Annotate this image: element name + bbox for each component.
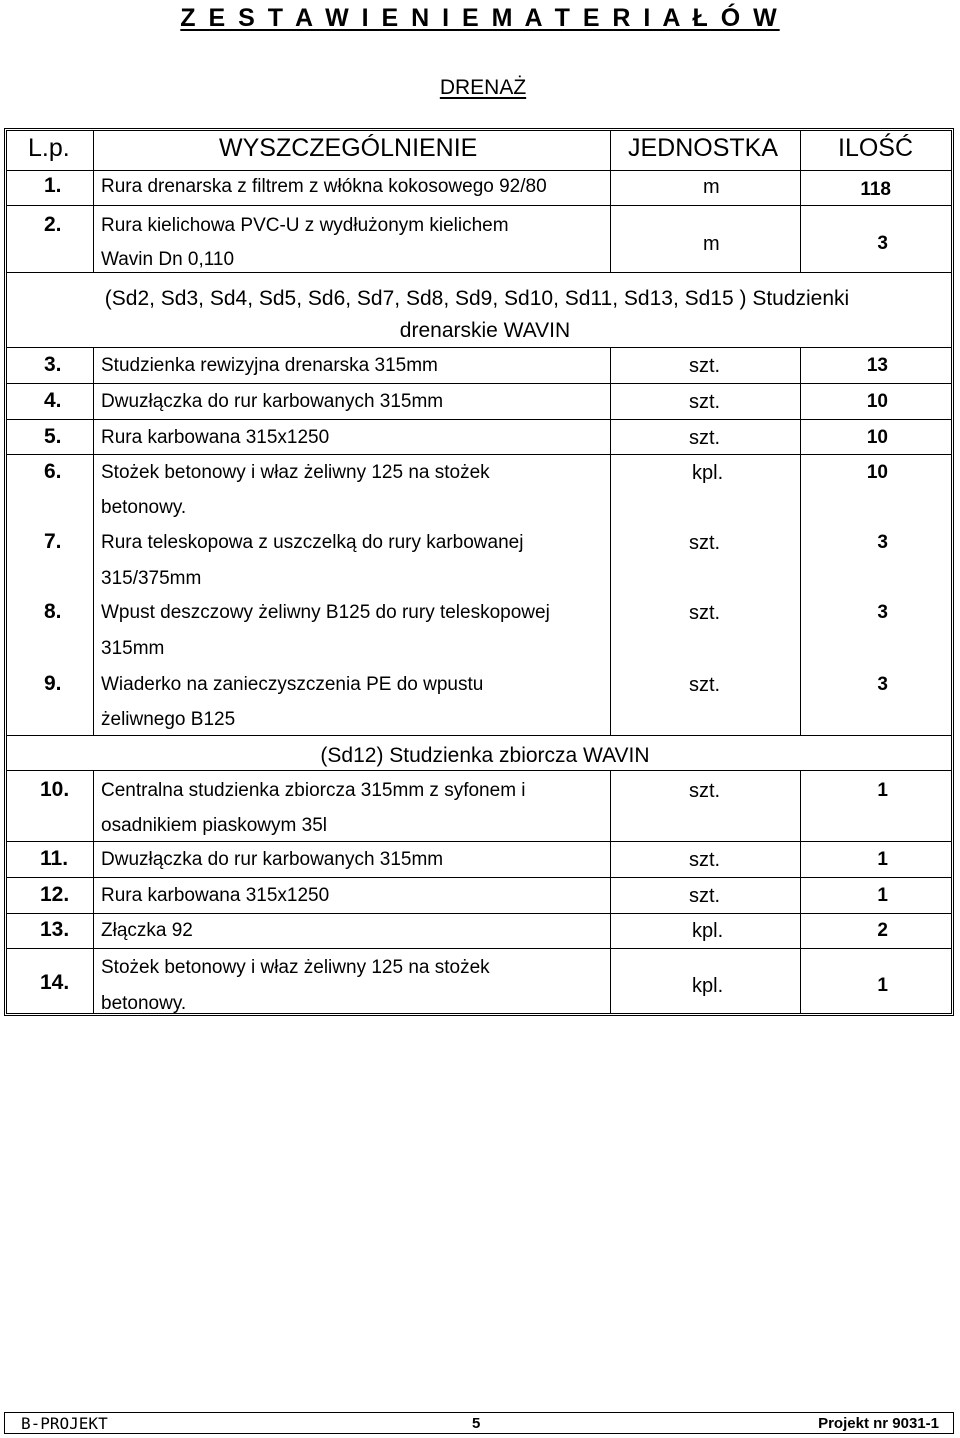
row-number: 1. [44,174,62,197]
table-column-rule [800,347,801,735]
footer-page-number: 5 [472,1415,481,1432]
table-rule [7,877,951,878]
row-number: 10. [40,778,70,801]
row-description: Studzienka rewizyjna drenarska 315mm [101,355,438,376]
row-description-cont: betonowy. [101,497,187,518]
footer-company: B-PROJEKT [21,1414,108,1433]
row-quantity: 3 [877,532,888,553]
row-number: 5. [44,425,62,448]
row-number: 2. [44,213,62,236]
table-rule [7,948,951,949]
row-description-cont: żeliwnego B125 [101,709,236,730]
row-quantity: 3 [877,602,888,623]
table-column-rule [610,770,611,1013]
row-description: Dwuzłączka do rur karbowanych 315mm [101,849,444,870]
row-quantity: 2 [877,920,888,941]
header-description: WYSZCZEGÓLNIENIE [219,134,478,162]
row-unit: szt. [689,849,721,871]
row-unit: m [703,233,720,255]
table-rule [7,347,951,348]
row-unit: szt. [689,355,721,377]
row-quantity: 3 [877,233,888,254]
document-title: Z E S T A W I E N I E M A T E R I A Ł Ó W [180,4,780,32]
table-rule [7,913,951,914]
row-description-cont: osadnikiem piaskowym 35l [101,815,327,836]
row-unit: kpl. [692,462,724,484]
row-number: 12. [40,883,70,906]
header-unit: JEDNOSTKA [628,134,779,162]
row-number: 8. [44,600,62,623]
row-description: Rura karbowana 315x1250 [101,885,330,906]
row-quantity: 10 [866,427,888,448]
row-description: Centralna studzienka zbiorcza 315mm z syfonem i [101,780,526,801]
table-rule [7,383,951,384]
header-lp: L.p. [28,134,70,162]
row-quantity: 1 [877,885,888,906]
row-description-cont: 315/375mm [101,568,202,589]
table-rule [7,272,951,273]
row-description: Rura drenarska z filtrem z włókna kokosowego 92/80 [101,176,547,197]
row-number: 13. [40,918,70,941]
row-number: 14. [40,971,70,994]
table-rule [7,770,951,771]
row-description: Stożek betonowy i właz żeliwny 125 na stożek [101,957,490,978]
row-description-cont: Wavin Dn 0,110 [101,249,235,270]
row-quantity: 13 [866,355,888,376]
table-column-rule [93,347,94,735]
table-column-rule [610,347,611,735]
row-unit: szt. [689,532,721,554]
row-unit: szt. [689,780,721,802]
row-description: Rura karbowana 315x1250 [101,427,330,448]
row-quantity: 10 [866,462,888,483]
table-column-rule [800,131,801,272]
header-quantity: ILOŚĆ [838,134,914,162]
table-column-rule [93,770,94,1013]
table-rule [7,205,951,206]
table-rule [7,170,951,171]
row-unit: kpl. [692,975,724,997]
row-description: Stożek betonowy i właz żeliwny 125 na stożek [101,462,490,483]
row-quantity: 3 [877,674,888,695]
row-unit: szt. [689,602,721,624]
table-rule [7,841,951,842]
row-number: 9. [44,672,62,695]
table-rule [7,454,951,455]
row-quantity: 1 [877,849,888,870]
row-unit: szt. [689,391,721,413]
row-description: Wpust deszczowy żeliwny B125 do rury teleskopowej [101,602,550,623]
row-description: Dwuzłączka do rur karbowanych 315mm [101,391,444,412]
materials-table [4,128,954,1016]
row-number: 6. [44,460,62,483]
table-rule [7,419,951,420]
row-unit: szt. [689,885,721,907]
row-quantity: 118 [860,179,891,200]
row-description: Rura teleskopowa z uszczelką do rury karbowanej [101,532,524,553]
row-unit: kpl. [692,920,724,942]
section-heading-drenaz: DRENAŻ [439,76,527,99]
row-quantity: 1 [877,975,888,996]
row-quantity: 10 [866,391,888,412]
row-number: 4. [44,389,62,412]
row-unit: szt. [689,427,721,449]
row-number: 11. [40,847,69,870]
row-description-cont: 315mm [101,638,165,659]
table-column-rule [800,770,801,1013]
footer-project-number: Projekt nr 9031-1 [818,1415,939,1432]
row-unit: szt. [689,674,721,696]
row-number: 7. [44,530,62,553]
table-rule [7,735,951,736]
row-description-cont: betonowy. [101,993,187,1014]
row-description: Wiaderko na zanieczyszczenia PE do wpustu [101,674,484,695]
table-column-rule [93,131,94,272]
row-quantity: 1 [877,780,888,801]
row-number: 3. [44,353,62,376]
row-description: Złączka 92 [101,920,193,941]
page-footer [4,1412,954,1434]
section-heading-zbiorcza: (Sd12) Studzienka zbiorcza WAVIN [320,744,650,767]
row-description: Rura kielichowa PVC-U z wydłużonym kielichem [101,215,509,236]
row-unit: m [703,176,720,198]
section-heading-studzienki-cont: drenarskie WAVIN [399,319,571,342]
section-heading-studzienki: (Sd2, Sd3, Sd4, Sd5, Sd6, Sd7, Sd8, Sd9, Sd10, Sd11, Sd13, Sd15 ) Studzienki [104,287,850,310]
table-column-rule [610,131,611,272]
